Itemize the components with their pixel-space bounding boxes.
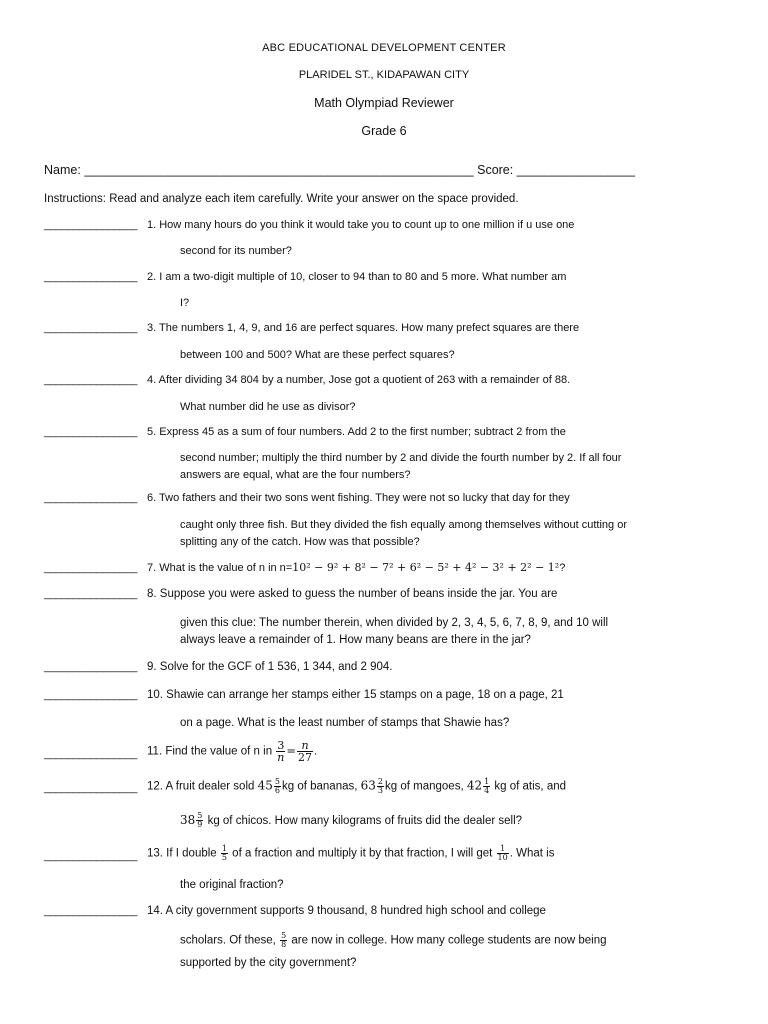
- fraction-5-6: $\frac{5}{6}$: [274, 777, 280, 795]
- fraction-1-10: $\frac{1}{10}$: [497, 844, 508, 862]
- answer-blank-9[interactable]: ________________: [44, 661, 138, 673]
- document-title: Math Olympiad Reviewer: [314, 96, 454, 110]
- question-11: 11. Find the value of n in $\frac{3}{n}$ = $\frac{n}{27}$ .: [147, 739, 318, 764]
- question-2-line-2: I?: [180, 297, 190, 309]
- fraction-2-3: $\frac{2}{3}$: [377, 777, 384, 795]
- question-8-line-3: always leave a remainder of 1. How many beans are there in the jar?: [180, 634, 531, 646]
- grade-level: Grade 6: [361, 124, 407, 138]
- fraction-n-over-27: $\frac{n}{27}$: [298, 739, 313, 764]
- fraction-1-5: $\frac{1}{5}$: [221, 844, 227, 862]
- question-2-line-1: 2. I am a two-digit multiple of 10, closer to 94 than to 80 and 5 more. What number am: [147, 271, 567, 283]
- question-4-line-1: 4. After dividing 34 804 by a number, Jose got a quotient of 263 with a remainder of 88.: [147, 374, 571, 386]
- question-3-line-1: 3. The numbers 1, 4, 9, and 16 are perfect squares. How many prefect squares are there: [147, 322, 580, 334]
- name-score-row: [44, 163, 635, 177]
- question-4-line-2: What number did he use as divisor?: [180, 401, 356, 413]
- instructions: Instructions: Read and analyze each item carefully. Write your answer on the space provided.: [44, 193, 519, 205]
- question-1-line-1: 1. How many hours do you think it would take you to count up to one million if u use one: [147, 219, 575, 231]
- question-8-line-1: 8. Suppose you were asked to guess the number of beans inside the jar. You are: [147, 588, 558, 600]
- name-label: Name:: [44, 163, 81, 177]
- question-12-line-2: 38 $\frac{5}{9}$ kg of chicos. How many kilograms of fruits did the dealer sell?: [180, 811, 523, 830]
- fraction-1-4: $\frac{1}{4}$: [484, 777, 490, 795]
- answer-blank-12[interactable]: ________________: [44, 782, 138, 794]
- answer-blank-3[interactable]: ________________: [44, 322, 138, 334]
- question-7: [147, 561, 565, 574]
- org-address: PLARIDEL ST., KIDAPAWAN CITY: [298, 69, 470, 81]
- question-13-line-1: 13. If I double $\frac{1}{5}$ of a fraction and multiply it by that fraction, I will get $\frac{1}{10}$ . What is: [147, 844, 555, 862]
- question-6-line-2: caught only three fish. But they divided the fish equally among themselves without cutting or: [180, 519, 627, 531]
- answer-blank-4[interactable]: ________________: [44, 374, 138, 386]
- answer-blank-11[interactable]: ________________: [44, 748, 138, 760]
- question-14-line-2: scholars. Of these, $\frac{5}{8}$ are now in college. How many college students are now being: [180, 931, 607, 949]
- question-9-line-1: 9. Solve for the GCF of 1 536, 1 344, and 2 904.: [147, 661, 393, 673]
- fraction-5-9: $\frac{5}{9}$: [197, 811, 203, 830]
- name-field[interactable]: ________________________________________________________: [84, 163, 474, 177]
- question-7-prefix: 7. What is the value of n in n=: [147, 562, 293, 574]
- fraction-3-over-n: $\frac{3}{n}$: [277, 739, 285, 764]
- question-3-line-2: between 100 and 500? What are these perfect squares?: [180, 349, 455, 361]
- question-13-line-2: the original fraction?: [180, 879, 284, 891]
- answer-blank-13[interactable]: ________________: [44, 850, 138, 862]
- fraction-5-8: $\frac{5}{8}$: [281, 931, 287, 949]
- answer-blank-7[interactable]: ________________: [44, 562, 138, 574]
- question-10-line-2: on a page. What is the least number of stamps that Shawie has?: [180, 717, 510, 729]
- answer-blank-8[interactable]: ________________: [44, 588, 138, 600]
- answer-blank-5[interactable]: ________________: [44, 426, 138, 438]
- question-6-line-3: splitting any of the catch. How was that possible?: [180, 536, 420, 548]
- question-11-prefix: 11. Find the value of n in: [147, 745, 273, 758]
- answer-blank-1[interactable]: ________________: [44, 219, 138, 231]
- question-1-line-2: second for its number?: [180, 245, 292, 257]
- question-14-line-1: 14. A city government supports 9 thousand, 8 hundred high school and college: [147, 905, 546, 917]
- question-5-line-1: 5. Express 45 as a sum of four numbers. Add 2 to the first number; subtract 2 from the: [147, 426, 566, 438]
- question-5-line-3: answers are equal, what are the four numbers?: [180, 469, 411, 481]
- question-5-line-2: second number; multiply the third number by 2 and divide the fourth number by 2. If all four: [180, 452, 622, 464]
- question-7-suffix: ?: [559, 562, 566, 574]
- answer-blank-10[interactable]: ________________: [44, 689, 138, 701]
- question-7-expression: 10² − 9² + 8² − 7² + 6² − 5² + 4² − 3² + 2² − 1²: [292, 561, 560, 574]
- question-10-line-1: 10. Shawie can arrange her stamps either 15 stamps on a page, 18 on a page, 21: [147, 689, 564, 701]
- score-label: Score:: [477, 163, 514, 177]
- question-8-line-2: given this clue: The number therein, when divided by 2, 3, 4, 5, 6, 7, 8, 9, and 10 will: [180, 617, 609, 629]
- answer-blank-14[interactable]: ________________: [44, 905, 138, 917]
- answer-blank-6[interactable]: ________________: [44, 492, 138, 504]
- answer-blank-2[interactable]: ________________: [44, 271, 138, 283]
- question-6-line-1: 6. Two fathers and their two sons went fishing. They were not so lucky that day for they: [147, 492, 570, 504]
- question-12-line-1: 12. A fruit dealer sold 45 $\frac{5}{6}$ kg of bananas, 63 $\frac{2}{3}$ kg of mangoes, 42 $\frac{1}{4}$ kg of atis, and: [147, 777, 567, 795]
- score-field[interactable]: _________________: [516, 163, 635, 177]
- question-14-line-3: supported by the city government?: [180, 957, 357, 969]
- org-name: ABC EDUCATIONAL DEVELOPMENT CENTER: [262, 42, 506, 54]
